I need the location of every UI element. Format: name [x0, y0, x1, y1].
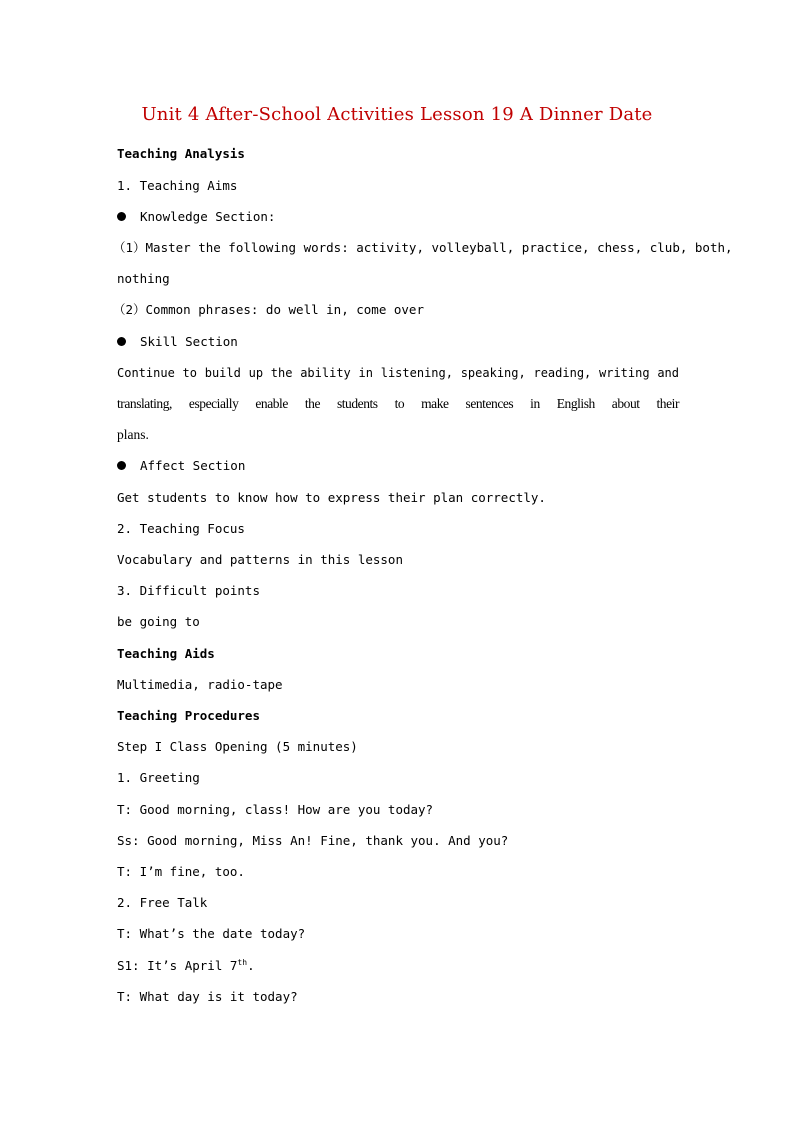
teaching-aids-text: Multimedia, radio-tape: [117, 677, 283, 692]
free-talk-heading: 2. Free Talk: [117, 895, 208, 910]
teaching-focus-heading: 2. Teaching Focus: [117, 521, 245, 536]
dialogue-t-date: T: What’s the date today?: [117, 926, 306, 941]
dialogue-t-greet: T: Good morning, class! How are you today?: [117, 802, 434, 817]
dialogue-t-day: T: What day is it today?: [117, 989, 298, 1004]
teaching-aims-heading: 1. Teaching Aims: [117, 178, 238, 193]
difficult-points-heading: 3. Difficult points: [117, 583, 260, 598]
heading-teaching-analysis: Teaching Analysis: [117, 146, 245, 161]
skill-text-line-1: Continue to build up the ability in listening, speaking, reading, writing and: [117, 366, 679, 380]
step-1-heading: Step I Class Opening (5 minutes): [117, 739, 358, 754]
difficult-points-text: be going to: [117, 614, 200, 629]
heading-teaching-aids: Teaching Aids: [117, 646, 215, 661]
words-line-2: nothing: [117, 271, 170, 286]
skill-text-line-3: plans.: [117, 427, 149, 442]
dialogue-ss-greet: Ss: Good morning, Miss An! Fine, thank you. And you?: [117, 833, 509, 848]
bullet-skill-section: [117, 334, 679, 350]
phrases-line: （2）Common phrases: do well in, come over: [113, 302, 424, 317]
dialogue-s1-date: [117, 958, 679, 974]
s1-date-text: S1: It’s April 7: [117, 958, 238, 973]
bullet-icon: [117, 337, 126, 346]
bullet-affect-section: [117, 458, 679, 474]
affect-text: Get students to know how to express their plan correctly.: [117, 490, 546, 505]
s1-date-end: .: [247, 958, 255, 973]
heading-teaching-procedures: Teaching Procedures: [117, 708, 260, 723]
s1-date-superscript: th: [237, 957, 248, 967]
greeting-heading: 1. Greeting: [117, 770, 200, 785]
bullet-icon: [117, 461, 126, 470]
knowledge-section-label: Knowledge Section:: [140, 209, 276, 224]
dialogue-t-fine: T: I’m fine, too.: [117, 864, 245, 879]
document-title: Unit 4 After-School Activities Lesson 19 A Dinner Date: [141, 104, 653, 125]
skill-text-line-2: translating, especially enable the students to make sentences in English about their: [117, 396, 679, 411]
bullet-knowledge-section: [117, 209, 679, 225]
teaching-focus-text: Vocabulary and patterns in this lesson: [117, 552, 403, 567]
words-line-1: （1）Master the following words: activity, volleyball, practice, chess, club, both,: [113, 240, 733, 255]
bullet-icon: [117, 212, 126, 221]
skill-section-label: Skill Section: [140, 334, 238, 349]
affect-section-label: Affect Section: [140, 458, 246, 473]
